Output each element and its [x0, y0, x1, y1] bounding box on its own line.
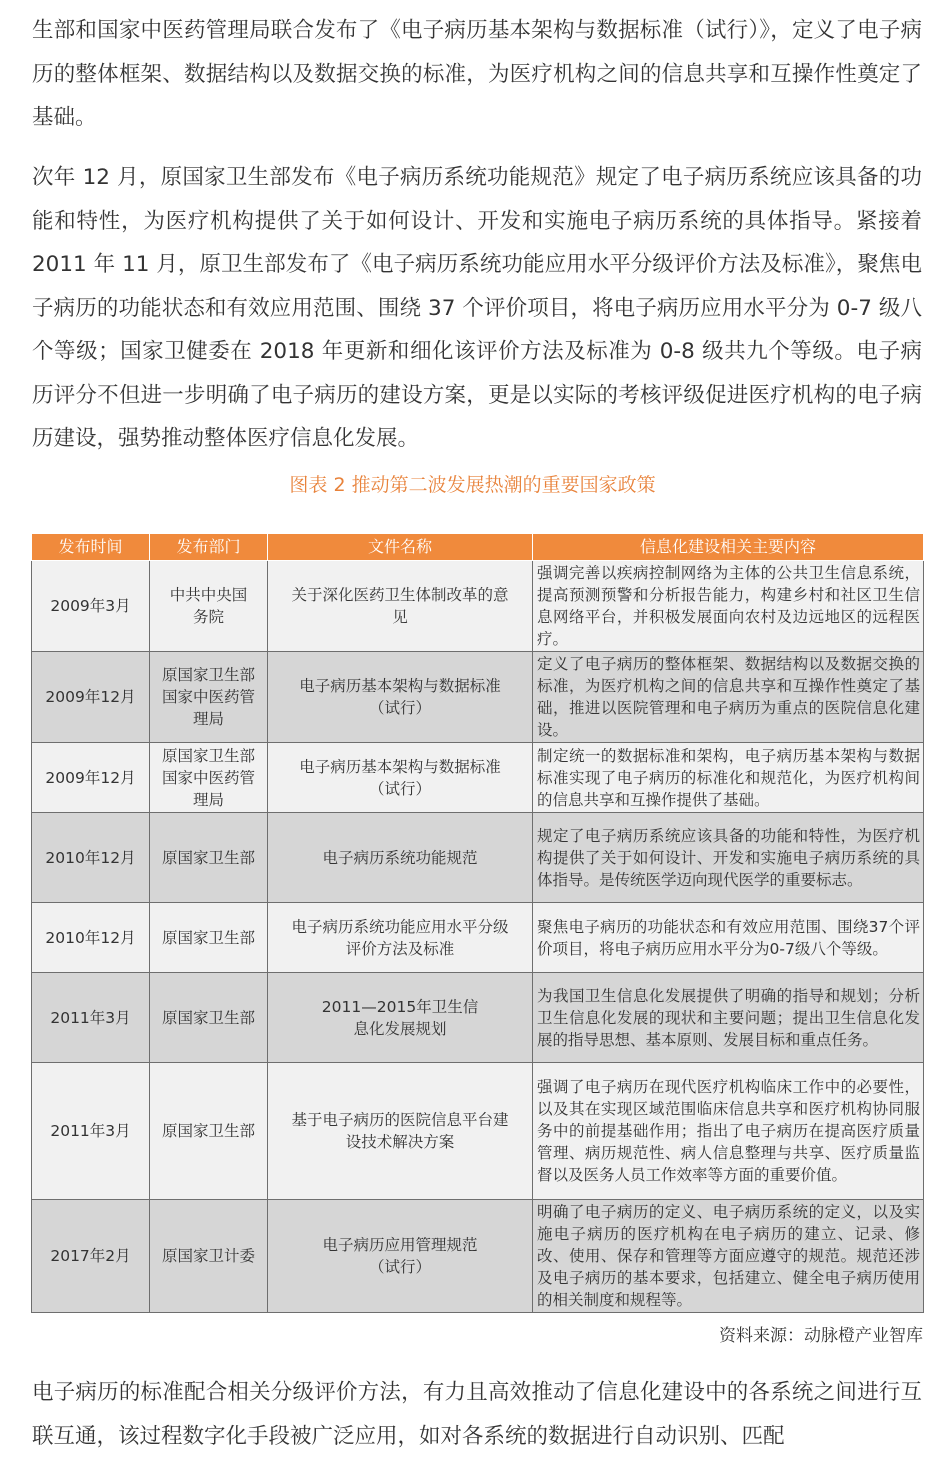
cell-doc: 2011—2015年卫生信息化发展规划 — [268, 973, 533, 1063]
cell-time: 2010年12月 — [32, 903, 150, 973]
table-row — [32, 743, 924, 813]
table-row — [32, 903, 924, 973]
table-row — [32, 652, 924, 743]
cell-content: 定义了电子病历的整体框架、数据结构以及数据交换的标准，为医疗机构之间的信息共享和互操作性奠定了基础，推进以医院管理和电子病历为重点的医院信息化建设。 — [533, 652, 924, 743]
cell-content: 规定了电子病历系统应该具备的功能和特性，为医疗机构提供了关于如何设计、开发和实施电子病历系统的具体指导。是传统医学迈向现代医学的重要标志。 — [533, 813, 924, 903]
cell-doc: 电子病历基本架构与数据标准（试行） — [268, 652, 533, 743]
cell-doc: 电子病历系统功能规范 — [268, 813, 533, 903]
cell-doc: 关于深化医药卫生体制改革的意见 — [268, 561, 533, 652]
cell-dept: 原国家卫生部 — [150, 903, 268, 973]
header-time: 发布时间 — [32, 534, 150, 561]
table-header-row — [32, 534, 924, 561]
cell-doc: 电子病历应用管理规范（试行） — [268, 1200, 533, 1313]
policy-table — [31, 533, 924, 1313]
cell-content: 聚焦电子病历的功能状态和有效应用范围、围绕37个评价项目，将电子病历应用水平分为0-7级八个等级。 — [533, 903, 924, 973]
cell-doc: 电子病历基本架构与数据标准（试行） — [268, 743, 533, 813]
figure-title: 图表 2 推动第二波发展热潮的重要国家政策 — [289, 474, 656, 496]
cell-doc: 电子病历系统功能应用水平分级评价方法及标准 — [268, 903, 533, 973]
cell-content: 强调完善以疾病控制网络为主体的公共卫生信息系统，提高预测预警和分析报告能力，构建乡村和社区卫生信息网络平台，并积极发展面向农村及边远地区的远程医疗。 — [533, 561, 924, 652]
cell-dept: 原国家卫计委 — [150, 1200, 268, 1313]
cell-time: 2009年3月 — [32, 561, 150, 652]
cell-time: 2010年12月 — [32, 813, 150, 903]
table-row — [32, 561, 924, 652]
cell-time: 2011年3月 — [32, 973, 150, 1063]
header-content: 信息化建设相关主要内容 — [533, 534, 924, 561]
cell-content: 强调了电子病历在现代医疗机构临床工作中的必要性，以及其在实现区域范围临床信息共享和医疗机构协同服务中的前提基础作用；指出了电子病历在提高医疗质量管理、病历规范性、病人信息整理与共享、医疗质量监督以及医务人员工作效率等方面的重要价值。 — [533, 1063, 924, 1200]
cell-content: 为我国卫生信息化发展提供了明确的指导和规划；分析卫生信息化发展的现状和主要问题；提出卫生信息化发展的指导思想、基本原则、发展目标和重点任务。 — [533, 973, 924, 1063]
cell-dept: 原国家卫生部国家中医药管理局 — [150, 743, 268, 813]
table-row — [32, 813, 924, 903]
source-note: 资料来源：动脉橙产业智库 — [719, 1326, 923, 1346]
cell-doc: 基于电子病历的医院信息平台建设技术解决方案 — [268, 1063, 533, 1200]
table-row — [32, 1200, 924, 1313]
table-row — [32, 973, 924, 1063]
cell-content: 明确了电子病历的定义、电子病历系统的定义，以及实施电子病历的医疗机构在电子病历的建立、记录、修改、使用、保存和管理等方面应遵守的规范。规范还涉及电子病历的基本要求，包括建立、健全电子病历使用的相关制度和规程等。 — [533, 1200, 924, 1313]
cell-dept: 原国家卫生部 — [150, 1063, 268, 1200]
header-dept: 发布部门 — [150, 534, 268, 561]
paragraph-standards: 电子病历的标准配合相关分级评价方法，有力且高效推动了信息化建设中的各系统之间进行互联互通，该过程数字化手段被广泛应用，如对各系统的数据进行自动识别、匹配 — [32, 1380, 922, 1449]
cell-time: 2009年12月 — [32, 743, 150, 813]
cell-content: 制定统一的数据标准和架构，电子病历基本架构与数据标准实现了电子病历的标准化和规范化，为医疗机构间的信息共享和互操作提供了基础。 — [533, 743, 924, 813]
table-row — [32, 1063, 924, 1200]
cell-dept: 原国家卫生部 — [150, 973, 268, 1063]
cell-time: 2011年3月 — [32, 1063, 150, 1200]
paragraph-history: 次年 12 月，原国家卫生部发布《电子病历系统功能规范》规定了电子病历系统应该具备的功能和特性，为医疗机构提供了关于如何设计、开发和实施电子病历系统的具体指导。紧接着 2011 年 11 月，原卫生部发布了《电子病历系统功能应用水平分级评价方法及标准》，聚焦电子病历的功能状态和有效应用范围、围绕 37 个评价项目，将电子病历应用水平分为 0-7 级八个等级；国家卫健委在 2018 年更新和细化该评价方法及标准为 0-8 级共九个等级。电子病历评分不但进一步明确了电子病历的建设方案，更是以实际的考核评级促进医疗机构的电子病历建设，强势推动整体医疗信息化发展。 — [32, 165, 922, 451]
cell-dept: 原国家卫生部 — [150, 813, 268, 903]
cell-time: 2017年2月 — [32, 1200, 150, 1313]
paragraph-intro: 生部和国家中医药管理局联合发布了《电子病历基本架构与数据标准（试行）》，定义了电子病历的整体框架、数据结构以及数据交换的标准，为医疗机构之间的信息共享和互操作性奠定了基础。 — [32, 18, 922, 130]
cell-time: 2009年12月 — [32, 652, 150, 743]
cell-dept: 中共中央国务院 — [150, 561, 268, 652]
cell-dept: 原国家卫生部国家中医药管理局 — [150, 652, 268, 743]
header-doc: 文件名称 — [268, 534, 533, 561]
